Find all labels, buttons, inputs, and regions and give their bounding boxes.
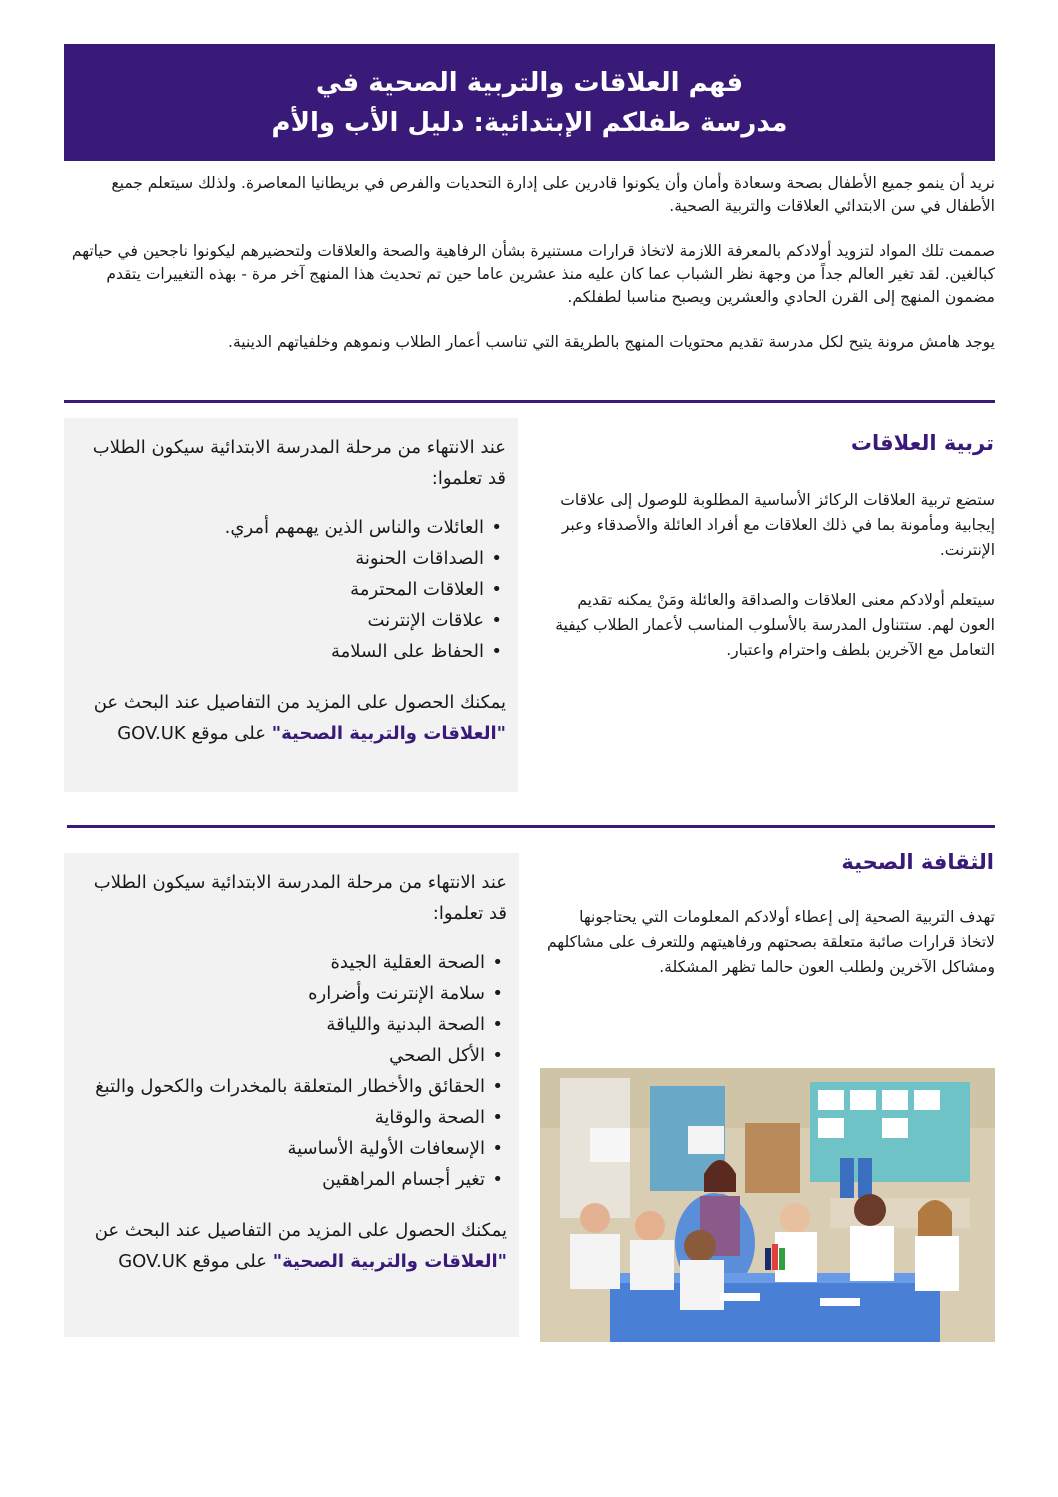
relationships-paragraph-1: ستضع تربية العلاقات الركائز الأساسية المطلوبة للوصول إلى علاقات إيجابية ومأمونة بما في ذلك العلاقات مع أفراد العائلة والأصدقاء وعبر الإنترنت. <box>560 491 995 559</box>
relationships-title: تربية العلاقات <box>850 431 994 455</box>
list-item: • الإسعافات الأولية الأساسية <box>78 1133 485 1164</box>
classroom-photo <box>540 1068 995 1342</box>
page-title-line-2: مدرسة طفلكم الإبتدائية: دليل الأب والأم <box>271 107 788 138</box>
panel-intro: عند الانتهاء من مرحلة المدرسة الابتدائية سيكون الطلاب قد تعلموا: <box>93 872 507 924</box>
intro-paragraph-1: نريد أن ينمو جميع الأطفال بصحة وسعادة وأمان وأن يكونوا قادرين على إدارة التحديات والفرص في بريطانيا المعاصرة. ولذلك سيتعلم جميع الأطفال في سن الابتدائي العلاقات والتربية الصحية. <box>111 174 995 215</box>
list-item: • العلاقات المحترمة <box>78 574 484 605</box>
relationships-paragraph-2: سيتعلم أولادكم معنى العلاقات والصداقة والعائلة ومَنْ يمكنه تقديم العون لهم. ستتناول المدرسة بالأسلوب المناسب لأعمار الطلاب كيفية التعامل مع الآخرين بلطف واحترام واعتبار. <box>555 591 995 659</box>
list-item: • الصداقات الحنونة <box>78 543 484 574</box>
relationships-outcomes-panel <box>64 418 518 792</box>
relationships-body <box>555 488 995 688</box>
rse-link[interactable]: "العلاقات والتربية الصحية" <box>272 1251 507 1272</box>
list-item: • سلامة الإنترنت وأضراره <box>78 978 485 1009</box>
intro-paragraph-3: يوجد هامش مرونة يتيح لكل مدرسة تقديم محتويات المنهج بالطريقة التي تناسب أعمار الطلاب ونموهم وخلفياتهم الدينية. <box>228 333 995 351</box>
page-title-line-1: فهم العلاقات والتربية الصحية في <box>315 67 744 98</box>
intro-text <box>64 172 995 376</box>
health-title: الثقافة الصحية <box>841 850 994 874</box>
list-item: • الحفاظ على السلامة <box>78 636 484 667</box>
health-outcomes-panel <box>64 853 519 1337</box>
list-item: • الأكل الصحي <box>78 1040 485 1071</box>
outcomes-list <box>78 947 507 1195</box>
rse-link[interactable]: "العلاقات والتربية الصحية" <box>271 723 506 744</box>
list-item: • علاقات الإنترنت <box>78 605 484 636</box>
list-item: • العائلات والناس الذين يهمهم أمري. <box>78 512 484 543</box>
list-item: • الصحة البدنية واللياقة <box>78 1009 485 1040</box>
section-divider <box>67 825 995 828</box>
health-paragraph: تهدف التربية الصحية إلى إعطاء أولادكم المعلومات التي يحتاجونها لاتخاذ قرارات صائبة متعلقة بصحتهم ورفاهيتهم وللتعرف على مشاكلهم ومشاكل الآخرين ولطلب العون حالما تظهر المشكلة. <box>546 908 995 976</box>
more-info-text: يمكنك الحصول على المزيد من التفاصيل عند البحث عن "العلاقات والتربية الصحية" على موقع GOV.UK <box>93 692 506 744</box>
page-header <box>64 44 995 161</box>
more-info-text: يمكنك الحصول على المزيد من التفاصيل عند البحث عن "العلاقات والتربية الصحية" على موقع GOV.UK <box>94 1220 507 1272</box>
outcomes-list <box>78 512 506 667</box>
health-body <box>540 905 995 1005</box>
intro-paragraph-2: صممت تلك المواد لتزويد أولادكم بالمعرفة اللازمة لاتخاذ قرارات مستنيرة بشأن الرفاهية والصحة والعلاقات ولتحضيرهم ليكونوا ناجحين في حياتهم كبالغين. لقد تغير العالم جداً من وجهة نظر الشباب عما كان عليه منذ عشرين عاما حين تم تحديث هذا المنهج آخر مرة - بهذه التغييرات يتقدم مضمون المنهج إلى القرن الحادي والعشرين ويصبح مناسبا لطفلكم. <box>71 242 995 306</box>
list-item: • الحقائق والأخطار المتعلقة بالمخدرات والكحول والتبغ <box>78 1071 485 1102</box>
section-divider <box>64 400 995 403</box>
list-item: • الصحة العقلية الجيدة <box>78 947 485 978</box>
list-item: • الصحة والوقاية <box>78 1102 485 1133</box>
panel-intro: عند الانتهاء من مرحلة المدرسة الابتدائية سيكون الطلاب قد تعلموا: <box>92 437 506 489</box>
list-item: • تغير أجسام المراهقين <box>78 1164 485 1195</box>
